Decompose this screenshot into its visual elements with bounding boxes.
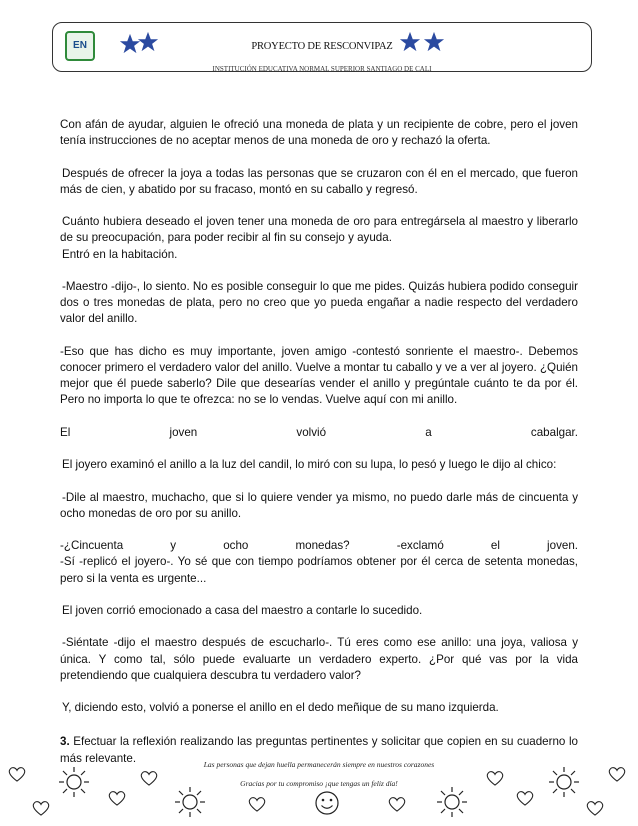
heart-icon <box>486 770 504 786</box>
activity-text: Efectuar la reflexión realizando las preguntas pertinentes y solicitar que copien en su cuaderno lo más relevante. <box>60 735 578 765</box>
smiley-icon <box>314 790 340 816</box>
heart-icon <box>108 790 126 806</box>
paragraph: El joven corrió emocionado a casa del maestro a contarle lo sucedido. <box>62 603 423 617</box>
sun-icon <box>436 786 468 818</box>
paragraph: -Sí -replicó el joyero-. Yo sé que con tiempo podríamos obtener por él cerca de setenta monedas, pero si la venta es urgente... <box>60 555 578 585</box>
heart-icon <box>140 770 158 786</box>
paragraph: Y, diciendo esto, volvió a ponerse el anillo en el dedo meñique de su mano izquierda. <box>62 701 499 715</box>
heart-icon <box>516 790 534 806</box>
heart-icon <box>8 766 26 782</box>
heart-icon <box>388 796 406 812</box>
paragraph: El joven volvió a cabalgar. <box>60 425 578 439</box>
paragraph: -Siéntate -dijo el maestro después de escucharlo-. Tú eres como ese anillo: una joya, valiosa y única. Y como tal, sólo puede evaluarte un verdadero experto. ¿Por qué vas por la vida pretendiendo que cualquiera descubra tu verdadero valor? <box>60 636 578 682</box>
project-title: PROYECTO DE RESCONVIPAZ <box>251 41 393 52</box>
sun-icon <box>174 786 206 818</box>
paragraph: -Dile al maestro, muchacho, que si lo quiere vender ya mismo, no puedo darle más de cincuenta y ocho monedas de oro por su anillo. <box>60 490 578 520</box>
paragraph: Con afán de ayudar, alguien le ofreció una moneda de plata y un recipiente de cobre, pero el joven tenía instrucciones de no aceptar menos de una moneda de oro y rechazó la oferta. <box>60 118 578 148</box>
story-text <box>60 117 578 783</box>
sun-icon <box>548 766 580 798</box>
heart-icon <box>32 800 50 816</box>
header-banner <box>52 22 592 72</box>
paragraph: Después de ofrecer la joya a todas las personas que se cruzaron con él en el mercado, que fueron más de cien, y abatido por su fracaso, montó en su caballo y regresó. <box>60 166 578 196</box>
heart-icon <box>248 796 266 812</box>
heart-icon <box>608 766 626 782</box>
paragraph: Entró en la habitación. <box>62 247 178 261</box>
paragraph: -Maestro -dijo-, lo siento. No es posible conseguir lo que me pides. Quizás hubiera podido conseguir dos o tres monedas de plata, pero no creo que yo pueda engañar a nadie respecto del verdadero valor del anillo. <box>60 279 578 326</box>
paragraph: Cuánto hubiera deseado el joven tener una moneda de oro para entregársela al maestro y liberarlo de su preocupación, para poder recibir al fin su consejo y ayuda. <box>60 215 578 245</box>
activity-number: 3. <box>60 735 70 749</box>
heart-icon <box>586 800 604 816</box>
paragraph: -¿Cincuenta y ocho monedas? -exclamó el joven. <box>60 539 578 553</box>
paragraph: El joyero examinó el anillo a la luz del candil, lo miró con su lupa, lo pesó y luego le dijo al chico: <box>62 458 557 472</box>
paragraph: -Eso que has dicho es muy importante, joven amigo -contestó sonriente el maestro-. Debemos conocer primero el verdadero valor del anillo. Vuelve a montar tu caballo y ve a ver al joyero. ¿Quién mejor que él puede saberlo? Dile que desearías vender el anillo y pregúntale cuánto te da por él. Pero no importa lo que te ofrezca: no se lo vendas. Vuelve aquí con mi anillo. <box>60 344 578 407</box>
sun-icon <box>58 766 90 798</box>
school-logo-text: EN <box>73 40 87 51</box>
footer-quote: Las personas que dejan huella permanecerán siempre en nuestros corazones <box>203 760 435 769</box>
institution-name: INSTITUCIÓN EDUCATIVA NORMAL SUPERIOR SANTIAGO DE CALI <box>212 65 432 72</box>
footer-thanks: Gracias por tu compromiso ¡que tengas un feliz día! <box>240 779 398 788</box>
